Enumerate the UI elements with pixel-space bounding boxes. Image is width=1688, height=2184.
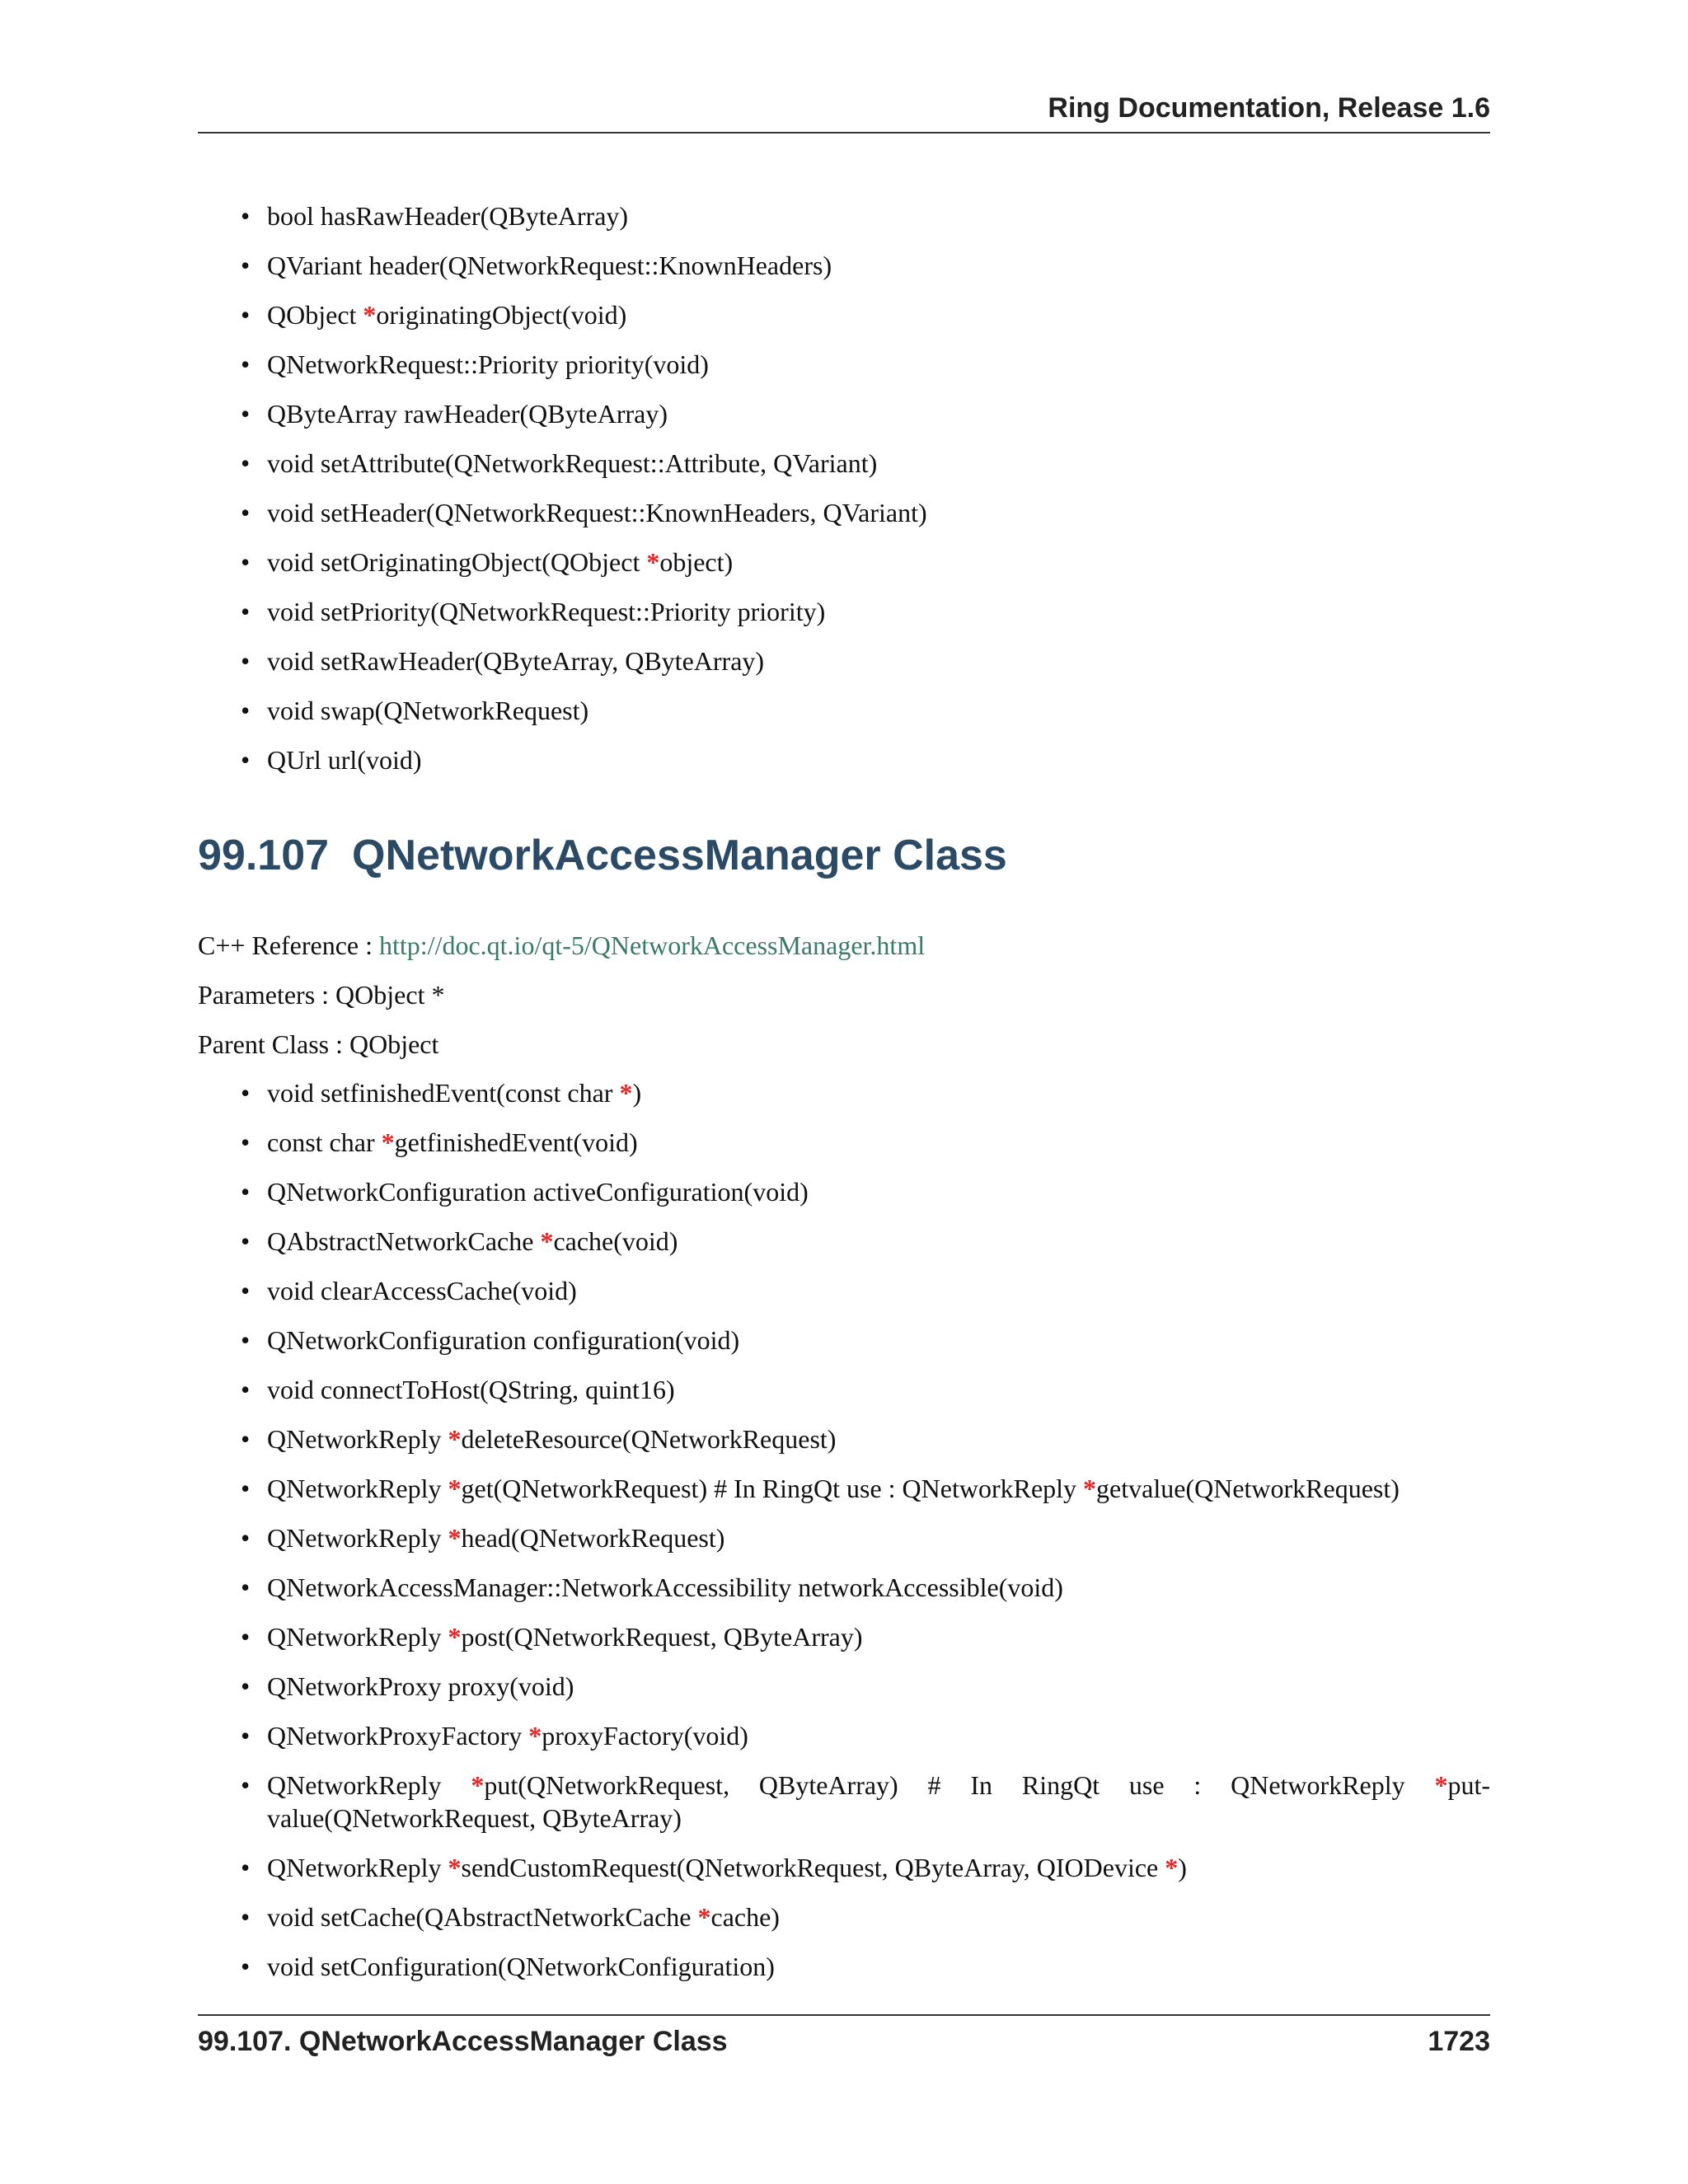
- method-item: [198, 298, 1490, 331]
- pointer-asterisk: *: [448, 1853, 462, 1882]
- method-text: QNetworkReply: [267, 1523, 448, 1553]
- method-item: [198, 1472, 1490, 1505]
- pointer-asterisk: *: [697, 1902, 711, 1932]
- method-item: [198, 1950, 1490, 1983]
- method-text: QNetworkReply: [267, 1622, 448, 1652]
- method-item: [198, 1900, 1490, 1933]
- pointer-asterisk: *: [528, 1721, 542, 1750]
- method-text: void clearAccessCache(void): [267, 1276, 577, 1305]
- method-item: [198, 743, 1490, 776]
- method-text: proxyFactory(void): [542, 1721, 748, 1750]
- parameters-line: Parameters : QObject *: [198, 980, 445, 1010]
- method-list-bottom: [198, 1076, 1490, 1999]
- method-text: ): [1178, 1853, 1187, 1882]
- method-text: void setRawHeader(QByteArray, QByteArray): [267, 646, 765, 676]
- method-text: QVariant header(QNetworkRequest::KnownHeaders): [267, 251, 832, 280]
- method-text: void setAttribute(QNetworkRequest::Attribute, QVariant): [267, 448, 878, 478]
- parent-class-line: Parent Class : QObject: [198, 1029, 439, 1059]
- method-item: [198, 1126, 1490, 1159]
- method-item: [198, 199, 1490, 232]
- method-text: void setHeader(QNetworkRequest::KnownHeaders, QVariant): [267, 498, 927, 527]
- method-text: void setConfiguration(QNetworkConfiguration): [267, 1952, 775, 1981]
- method-item: [198, 1225, 1490, 1258]
- section-heading: [198, 831, 1007, 880]
- pointer-asterisk: *: [381, 1127, 395, 1157]
- pointer-asterisk: *: [619, 1078, 633, 1108]
- method-item: [198, 1521, 1490, 1554]
- method-text: QNetworkReply: [267, 1424, 448, 1454]
- pointer-asterisk: *: [1165, 1853, 1179, 1882]
- method-text: cache): [710, 1902, 780, 1932]
- method-text: originatingObject(void): [376, 300, 627, 330]
- method-item: [198, 1769, 1490, 1835]
- method-text: QObject: [267, 300, 363, 330]
- method-text: bool hasRawHeader(QByteArray): [267, 201, 629, 231]
- method-item: [198, 546, 1490, 579]
- section-title: QNetworkAccessManager Class: [352, 832, 1007, 879]
- method-text: QNetworkConfiguration activeConfiguration(void): [267, 1177, 809, 1207]
- page-header: [198, 92, 1490, 134]
- method-text: QNetworkProxyFactory: [267, 1721, 529, 1750]
- method-item: [198, 1324, 1490, 1357]
- method-item: [198, 249, 1490, 282]
- method-item: [198, 1422, 1490, 1455]
- method-text: ): [632, 1078, 642, 1108]
- pointer-asterisk: *: [448, 1622, 462, 1652]
- method-item: [198, 348, 1490, 381]
- pointer-asterisk: *: [1083, 1474, 1097, 1503]
- cpp-reference-label: C++ Reference :: [198, 930, 379, 960]
- method-text: QAbstractNetworkCache: [267, 1226, 541, 1256]
- section-number: 99.107: [198, 832, 330, 879]
- method-text: sendCustomRequest(QNetworkRequest, QByteArray, QIODevice: [461, 1853, 1165, 1882]
- method-text: void setOriginatingObject(QObject: [267, 547, 647, 577]
- method-text: const char: [267, 1127, 382, 1157]
- method-text: QUrl url(void): [267, 745, 422, 775]
- method-text: QNetworkRequest::Priority priority(void): [267, 349, 709, 379]
- method-text: void connectToHost(QString, quint16): [267, 1375, 675, 1404]
- pointer-asterisk: *: [540, 1226, 554, 1256]
- method-item: [198, 1620, 1490, 1653]
- method-text: QNetworkReply: [267, 1770, 471, 1800]
- method-text: QNetworkConfiguration configuration(void): [267, 1325, 740, 1355]
- method-item: [198, 496, 1490, 529]
- method-text: put(QNetworkRequest, QByteArray) # In RingQt use : QNetworkReply: [484, 1770, 1435, 1800]
- pointer-asterisk: *: [646, 547, 660, 577]
- method-text: getfinishedEvent(void): [394, 1127, 638, 1157]
- method-item: [198, 595, 1490, 628]
- pointer-asterisk: *: [471, 1770, 485, 1800]
- method-item: [198, 1571, 1490, 1604]
- method-text: void setfinishedEvent(const char: [267, 1078, 620, 1108]
- pointer-asterisk: *: [363, 300, 377, 330]
- cpp-reference-link[interactable]: http://doc.qt.io/qt-5/QNetworkAccessManager.html: [379, 930, 926, 960]
- method-item: [198, 694, 1490, 727]
- method-text: put-value(QNetworkRequest, QByteArray): [267, 1770, 1491, 1833]
- method-item: [198, 1670, 1490, 1703]
- pointer-asterisk: *: [1434, 1770, 1448, 1800]
- method-item: [198, 1274, 1490, 1307]
- method-text: void setCache(QAbstractNetworkCache: [267, 1902, 698, 1932]
- header-title: Ring Documentation, Release 1.6: [1048, 92, 1490, 124]
- method-text: QNetworkProxy proxy(void): [267, 1671, 574, 1701]
- page-footer: [198, 2014, 1490, 2058]
- method-item: [198, 447, 1490, 480]
- pointer-asterisk: *: [448, 1474, 462, 1503]
- document-page: [198, 0, 1490, 2184]
- cpp-reference: [198, 929, 925, 962]
- method-text: QNetworkAccessManager::NetworkAccessibility networkAccessible(void): [267, 1572, 1063, 1602]
- method-text: head(QNetworkRequest): [461, 1523, 725, 1553]
- method-text: QNetworkReply: [267, 1853, 448, 1882]
- pointer-asterisk: *: [448, 1424, 462, 1454]
- method-item: [198, 1851, 1490, 1884]
- method-text: QNetworkReply: [267, 1474, 448, 1503]
- method-text: void setPriority(QNetworkRequest::Priority priority): [267, 597, 826, 626]
- method-text: post(QNetworkRequest, QByteArray): [461, 1622, 863, 1652]
- method-item: [198, 1175, 1490, 1208]
- method-list-top: [198, 199, 1490, 793]
- method-item: [198, 644, 1490, 677]
- method-text: void swap(QNetworkRequest): [267, 696, 589, 725]
- method-text: cache(void): [553, 1226, 678, 1256]
- method-item: [198, 397, 1490, 430]
- method-item: [198, 1076, 1490, 1109]
- method-text: QByteArray rawHeader(QByteArray): [267, 399, 668, 429]
- method-text: deleteResource(QNetworkRequest): [461, 1424, 837, 1454]
- page-number: 1723: [1428, 2026, 1490, 2057]
- method-item: [198, 1373, 1490, 1406]
- method-text: getvalue(QNetworkRequest): [1096, 1474, 1400, 1503]
- method-item: [198, 1719, 1490, 1752]
- footer-section-title: 99.107. QNetworkAccessManager Class: [198, 2026, 728, 2057]
- method-text: object): [659, 547, 734, 577]
- method-text: get(QNetworkRequest) # In RingQt use : QNetworkReply: [461, 1474, 1084, 1503]
- pointer-asterisk: *: [448, 1523, 462, 1553]
